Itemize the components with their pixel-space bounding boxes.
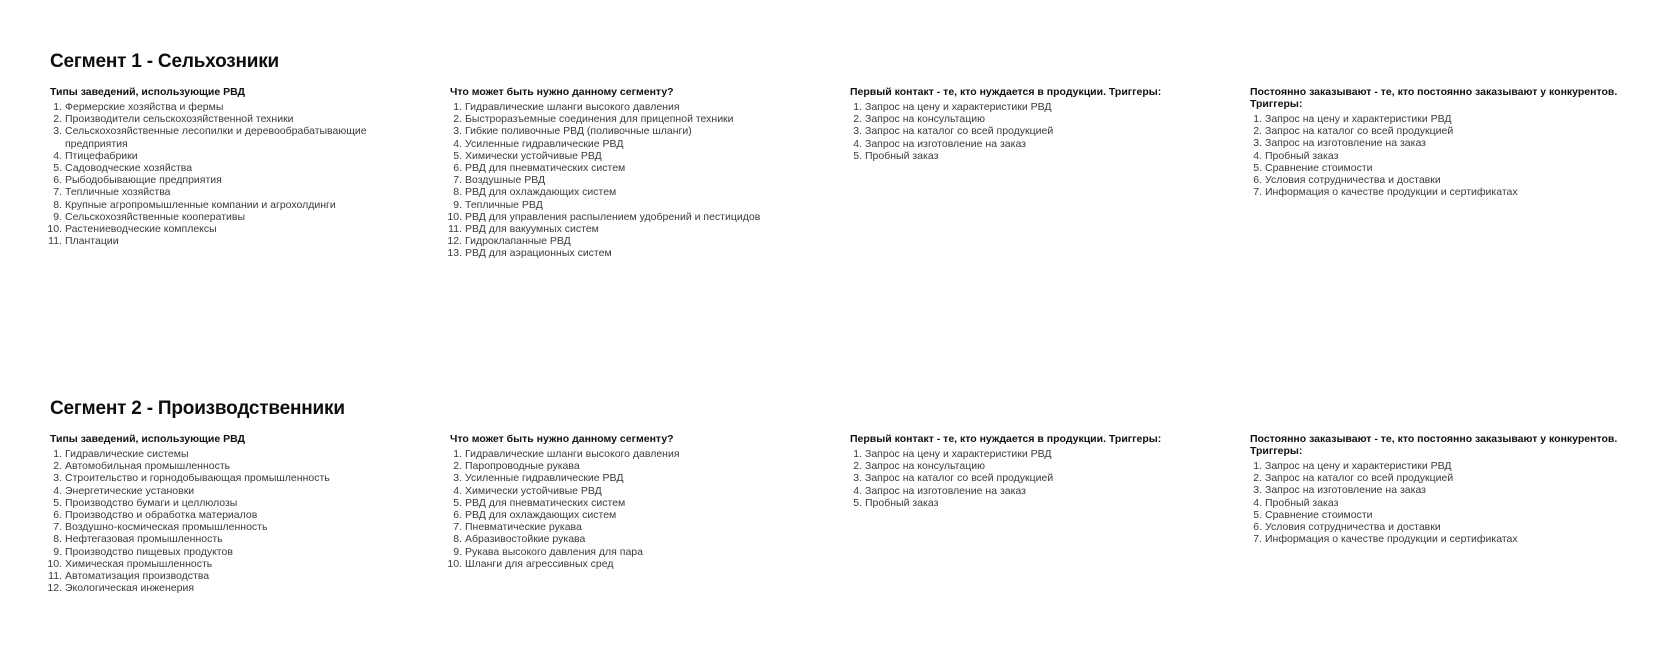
- list-item-text: Тепличные РВД: [465, 198, 543, 211]
- list-item: [50, 497, 425, 509]
- segment-columns: [47, 433, 1650, 633]
- list-item-number: 3.: [453, 472, 462, 485]
- list-item-number: 2.: [453, 113, 462, 126]
- column-heading: Постоянно заказывают - те, кто постоянно заказывают у конкурентов. Триггеры:: [1250, 86, 1618, 110]
- list-item-text: Производство пищевых продуктов: [65, 545, 233, 558]
- list-item-number: 9.: [453, 198, 462, 211]
- list-item: [1250, 137, 1620, 149]
- list-item-number: 3.: [53, 125, 62, 138]
- list-item-number: 1.: [453, 448, 462, 460]
- list-item-number: 8.: [453, 533, 462, 546]
- numbered-list: [47, 448, 425, 595]
- list-item-text: Пробный заказ: [865, 496, 939, 509]
- list-item-number: 1.: [853, 448, 862, 460]
- list-item: [450, 497, 825, 509]
- list-item: [1250, 472, 1620, 484]
- list-item-number: 2.: [53, 113, 62, 126]
- list-item: [1250, 186, 1620, 198]
- list-item-text: Шланги для агрессивных сред: [465, 557, 614, 570]
- column-segment-needs: [447, 433, 825, 570]
- list-item-number: 11.: [448, 223, 462, 236]
- list-item-text: РВД для управления распылением удобрений и пестицидов: [465, 210, 761, 223]
- list-item-text: Сельскохозяйственные лесопилки и деревообрабатывающие предприятия: [65, 125, 367, 150]
- list-item-number: 7.: [1253, 186, 1262, 199]
- list-item-number: 5.: [53, 162, 62, 175]
- list-item: [47, 557, 425, 570]
- list-item-number: 1.: [53, 448, 62, 460]
- list-item: [1250, 150, 1620, 162]
- list-item-text: Запрос на изготовление на заказ: [865, 484, 1026, 497]
- segment-title: Сегмент 1 - Сельхозники: [50, 51, 280, 72]
- list-item-number: 7.: [53, 186, 62, 199]
- list-item-text: Крупные агропромышленные компании и агрохолдинги: [65, 198, 336, 211]
- list-item-number: 4.: [853, 484, 862, 497]
- list-item-number: 12.: [447, 235, 462, 248]
- column-heading: Что может быть нужно данному сегменту?: [450, 433, 674, 445]
- list-item-text: Запрос на изготовление на заказ: [865, 137, 1026, 150]
- list-item: [850, 138, 1225, 150]
- list-item-number: 2.: [853, 113, 862, 126]
- list-item: [1250, 509, 1620, 521]
- list-item: [50, 186, 425, 198]
- list-item-number: 6.: [453, 509, 462, 522]
- list-item: [1250, 460, 1620, 472]
- list-item: [50, 521, 425, 533]
- list-item-text: Запрос на изготовление на заказ: [1265, 137, 1426, 150]
- column-heading: Первый контакт - те, кто нуждается в продукции. Триггеры:: [850, 433, 1162, 445]
- list-item-text: РВД для вакуумных систем: [465, 223, 599, 236]
- list-item: [850, 113, 1225, 125]
- list-item: [450, 533, 825, 545]
- list-item: [850, 101, 1225, 113]
- list-item: [50, 150, 425, 162]
- list-item: [450, 448, 825, 460]
- list-item-text: Запрос на цену и характеристики РВД: [1265, 113, 1452, 125]
- numbered-list: [850, 101, 1225, 162]
- list-item-text: Птицефабрики: [65, 149, 138, 162]
- list-item-text: Запрос на консультацию: [865, 460, 985, 473]
- list-item-number: 5.: [453, 496, 462, 509]
- numbered-list: [447, 448, 825, 570]
- list-item: [450, 546, 825, 558]
- list-item-text: Пробный заказ: [1265, 496, 1339, 509]
- list-item: [50, 162, 425, 174]
- list-item-number: 11.: [48, 235, 62, 248]
- list-item-text: Запрос на изготовление на заказ: [1265, 484, 1426, 497]
- list-item-number: 5.: [1253, 161, 1262, 174]
- list-item: [450, 138, 825, 150]
- segment-title: Сегмент 2 - Производственники: [50, 398, 345, 419]
- list-item: [50, 174, 425, 186]
- list-item-number: 4.: [53, 149, 62, 162]
- list-item-text: РВД для охлаждающих систем: [465, 186, 617, 199]
- list-item-number: 4.: [1253, 496, 1262, 509]
- list-item-text: Запрос на цену и характеристики РВД: [1265, 460, 1452, 472]
- list-item: [850, 150, 1225, 162]
- list-item-text: РВД для аэрационных систем: [465, 247, 612, 260]
- list-item-text: Усиленные гидравлические РВД: [465, 472, 624, 485]
- list-item-text: Пробный заказ: [1265, 149, 1339, 162]
- list-item-number: 4.: [53, 484, 62, 497]
- list-item: [47, 223, 425, 236]
- list-item: [450, 509, 825, 521]
- list-item-text: Рукава высокого давления для пара: [465, 545, 643, 558]
- list-item: [447, 235, 825, 248]
- numbered-list: [47, 101, 425, 248]
- list-item-number: 4.: [453, 484, 462, 497]
- list-item: [850, 125, 1225, 137]
- list-item-text: Запрос на каталог со всей продукцией: [1265, 125, 1454, 138]
- list-item-number: 9.: [453, 545, 462, 558]
- list-item: [450, 460, 825, 472]
- list-item-number: 5.: [53, 496, 62, 509]
- list-item-number: 7.: [53, 521, 62, 534]
- list-item: [447, 210, 825, 223]
- list-item: [1250, 113, 1620, 125]
- list-item: [447, 247, 825, 260]
- list-item-text: РВД для пневматических систем: [465, 162, 626, 175]
- list-item-text: Запрос на цену и характеристики РВД: [865, 101, 1052, 113]
- list-item: [1250, 521, 1620, 533]
- list-item-text: Сравнение стоимости: [1265, 161, 1373, 174]
- list-item: [50, 533, 425, 545]
- list-item-text: Информация о качестве продукции и сертификатах: [1265, 186, 1518, 199]
- list-item-text: Условия сотрудничества и доставки: [1265, 174, 1441, 187]
- list-item-text: Садоводческие хозяйства: [65, 162, 193, 175]
- list-item-number: 1.: [53, 101, 62, 113]
- list-item-text: Гидравлические системы: [65, 448, 189, 460]
- list-item-number: 2.: [1253, 125, 1262, 138]
- list-item-text: Информация о качестве продукции и сертификатах: [1265, 533, 1518, 546]
- list-item-text: Гидравлические шланги высокого давления: [465, 448, 680, 460]
- list-item-text: Экологическая инженерия: [65, 582, 195, 595]
- list-item-text: Производство бумаги и целлюлозы: [65, 496, 238, 509]
- column-heading: Постоянно заказывают - те, кто постоянно заказывают у конкурентов. Триггеры:: [1250, 433, 1618, 457]
- list-item-number: 2.: [53, 460, 62, 473]
- list-item: [1250, 174, 1620, 186]
- column-regular-orders-triggers: [1250, 86, 1620, 198]
- list-item-number: 2.: [453, 460, 462, 473]
- list-item: [850, 497, 1225, 509]
- list-item: [850, 485, 1225, 497]
- list-item-text: Абразивостойкие рукава: [465, 533, 586, 546]
- list-item: [450, 101, 825, 113]
- list-item-text: Запрос на консультацию: [865, 113, 985, 126]
- list-item: [50, 460, 425, 472]
- list-item-number: 6.: [1253, 174, 1262, 187]
- list-item: [50, 448, 425, 460]
- list-item: [450, 186, 825, 198]
- column-heading: Первый контакт - те, кто нуждается в продукции. Триггеры:: [850, 86, 1162, 98]
- list-item-text: Рыбодобывающие предприятия: [65, 174, 222, 187]
- list-item-number: 6.: [453, 162, 462, 175]
- list-item-text: Химическая промышленность: [65, 557, 213, 570]
- list-item-text: Гидроклапанные РВД: [465, 235, 571, 248]
- list-item-text: Запрос на каталог со всей продукцией: [865, 125, 1054, 138]
- list-item-number: 6.: [53, 174, 62, 187]
- list-item-text: Производство и обработка материалов: [65, 509, 258, 522]
- list-item-text: Воздушные РВД: [465, 174, 546, 187]
- column-first-contact-triggers: [850, 86, 1225, 162]
- list-item-number: 3.: [53, 472, 62, 485]
- column-heading: Типы заведений, использующие РВД: [50, 433, 246, 445]
- list-item-number: 5.: [1253, 508, 1262, 521]
- list-item-number: 9.: [53, 210, 62, 223]
- list-item: [450, 162, 825, 174]
- list-item-text: РВД для охлаждающих систем: [465, 509, 617, 522]
- list-item: [50, 113, 425, 125]
- list-item-text: Производители сельскохозяйственной техники: [65, 113, 294, 126]
- list-item-text: Пневматические рукава: [465, 521, 582, 534]
- list-item: [50, 509, 425, 521]
- list-item-text: Химически устойчивые РВД: [465, 149, 602, 162]
- list-item: [450, 174, 825, 186]
- list-item-number: 5.: [853, 149, 862, 162]
- list-item: [50, 125, 425, 149]
- list-item: [47, 582, 425, 595]
- list-item: [450, 125, 825, 137]
- list-item-text: Быстроразъемные соединения для прицепной техники: [465, 113, 734, 126]
- segment-2: [47, 397, 1650, 633]
- list-item-number: 11.: [48, 570, 62, 583]
- list-item: [850, 472, 1225, 484]
- list-item-number: 1.: [1253, 460, 1262, 472]
- list-item-number: 1.: [453, 101, 462, 113]
- column-establishment-types: [47, 433, 425, 595]
- list-item: [50, 101, 425, 113]
- list-item-text: Запрос на цену и характеристики РВД: [865, 448, 1052, 460]
- list-item: [50, 235, 425, 247]
- list-item-text: Растениеводческие комплексы: [65, 223, 217, 236]
- column-heading: Типы заведений, использующие РВД: [50, 86, 246, 98]
- list-item-text: Энергетические установки: [65, 484, 195, 497]
- list-item-text: Нефтегазовая промышленность: [65, 533, 223, 546]
- list-item-number: 8.: [53, 198, 62, 211]
- list-item: [1250, 125, 1620, 137]
- list-item-number: 10.: [47, 223, 62, 236]
- list-item-number: 3.: [1253, 137, 1262, 150]
- list-item: [50, 211, 425, 223]
- list-item-number: 3.: [1253, 484, 1262, 497]
- list-item-number: 6.: [1253, 521, 1262, 534]
- list-item-number: 4.: [853, 137, 862, 150]
- list-item-number: 8.: [53, 533, 62, 546]
- list-item: [1250, 484, 1620, 496]
- list-item-text: Запрос на каталог со всей продукцией: [865, 472, 1054, 485]
- list-item-number: 10.: [447, 210, 462, 223]
- list-item: [50, 485, 425, 497]
- list-item: [1250, 533, 1620, 545]
- list-item-number: 7.: [1253, 533, 1262, 546]
- list-item-text: Гидравлические шланги высокого давления: [465, 101, 680, 113]
- numbered-list: [850, 448, 1225, 509]
- list-item-number: 7.: [453, 521, 462, 534]
- list-item-text: Запрос на каталог со всей продукцией: [1265, 472, 1454, 485]
- list-item-text: Сравнение стоимости: [1265, 508, 1373, 521]
- list-item: [50, 199, 425, 211]
- list-item-text: Строительство и горнодобывающая промышленность: [65, 472, 330, 485]
- list-item-number: 10.: [47, 557, 62, 570]
- list-item-number: 2.: [1253, 472, 1262, 485]
- column-first-contact-triggers: [850, 433, 1225, 509]
- list-item-text: Воздушно-космическая промышленность: [65, 521, 268, 534]
- list-item-text: Условия сотрудничества и доставки: [1265, 521, 1441, 534]
- list-item: [450, 485, 825, 497]
- list-item-number: 10.: [447, 557, 462, 570]
- column-segment-needs: [447, 86, 825, 260]
- list-item-number: 13.: [447, 247, 462, 260]
- list-item-number: 5.: [453, 149, 462, 162]
- list-item-text: Гибкие поливочные РВД (поливочные шланги): [465, 125, 692, 138]
- list-item: [50, 570, 425, 582]
- list-item: [450, 472, 825, 484]
- list-item-text: Пробный заказ: [865, 149, 939, 162]
- list-item: [450, 521, 825, 533]
- column-heading: Что может быть нужно данному сегменту?: [450, 86, 674, 98]
- numbered-list: [447, 101, 825, 260]
- list-item-number: 1.: [1253, 113, 1262, 125]
- list-item-text: Фермерские хозяйства и фермы: [65, 101, 224, 113]
- list-item: [1250, 497, 1620, 509]
- list-item: [50, 546, 425, 558]
- list-item-text: Химически устойчивые РВД: [465, 484, 602, 497]
- list-item-number: 3.: [853, 125, 862, 138]
- list-item: [850, 448, 1225, 460]
- segment-1: [47, 50, 1650, 286]
- list-item-number: 3.: [453, 125, 462, 138]
- list-item: [50, 472, 425, 484]
- list-item: [450, 223, 825, 235]
- list-item-number: 8.: [453, 186, 462, 199]
- list-item-number: 12.: [47, 582, 62, 595]
- list-item-number: 1.: [853, 101, 862, 113]
- list-item-number: 6.: [53, 509, 62, 522]
- list-item-text: Автомобильная промышленность: [65, 460, 231, 473]
- numbered-list: [1250, 460, 1620, 545]
- list-item-text: Автоматизация производства: [65, 570, 210, 583]
- list-item-text: Сельскохозяйственные кооперативы: [65, 210, 245, 223]
- segment-columns: [47, 86, 1650, 286]
- list-item-number: 9.: [53, 545, 62, 558]
- list-item: [450, 150, 825, 162]
- list-item-number: 4.: [453, 137, 462, 150]
- numbered-list: [1250, 113, 1620, 198]
- column-regular-orders-triggers: [1250, 433, 1620, 545]
- list-item: [850, 460, 1225, 472]
- list-item-number: 7.: [453, 174, 462, 187]
- list-item-text: РВД для пневматических систем: [465, 496, 626, 509]
- list-item-number: 4.: [1253, 149, 1262, 162]
- list-item-number: 5.: [853, 496, 862, 509]
- list-item-text: Паропроводные рукава: [465, 460, 580, 473]
- list-item: [447, 557, 825, 570]
- list-item-text: Плантации: [65, 235, 119, 248]
- list-item-number: 2.: [853, 460, 862, 473]
- list-item-number: 3.: [853, 472, 862, 485]
- column-establishment-types: [47, 86, 425, 248]
- list-item-text: Тепличные хозяйства: [65, 186, 171, 199]
- list-item: [1250, 162, 1620, 174]
- list-item-text: Усиленные гидравлические РВД: [465, 137, 624, 150]
- list-item: [450, 113, 825, 125]
- list-item: [450, 199, 825, 211]
